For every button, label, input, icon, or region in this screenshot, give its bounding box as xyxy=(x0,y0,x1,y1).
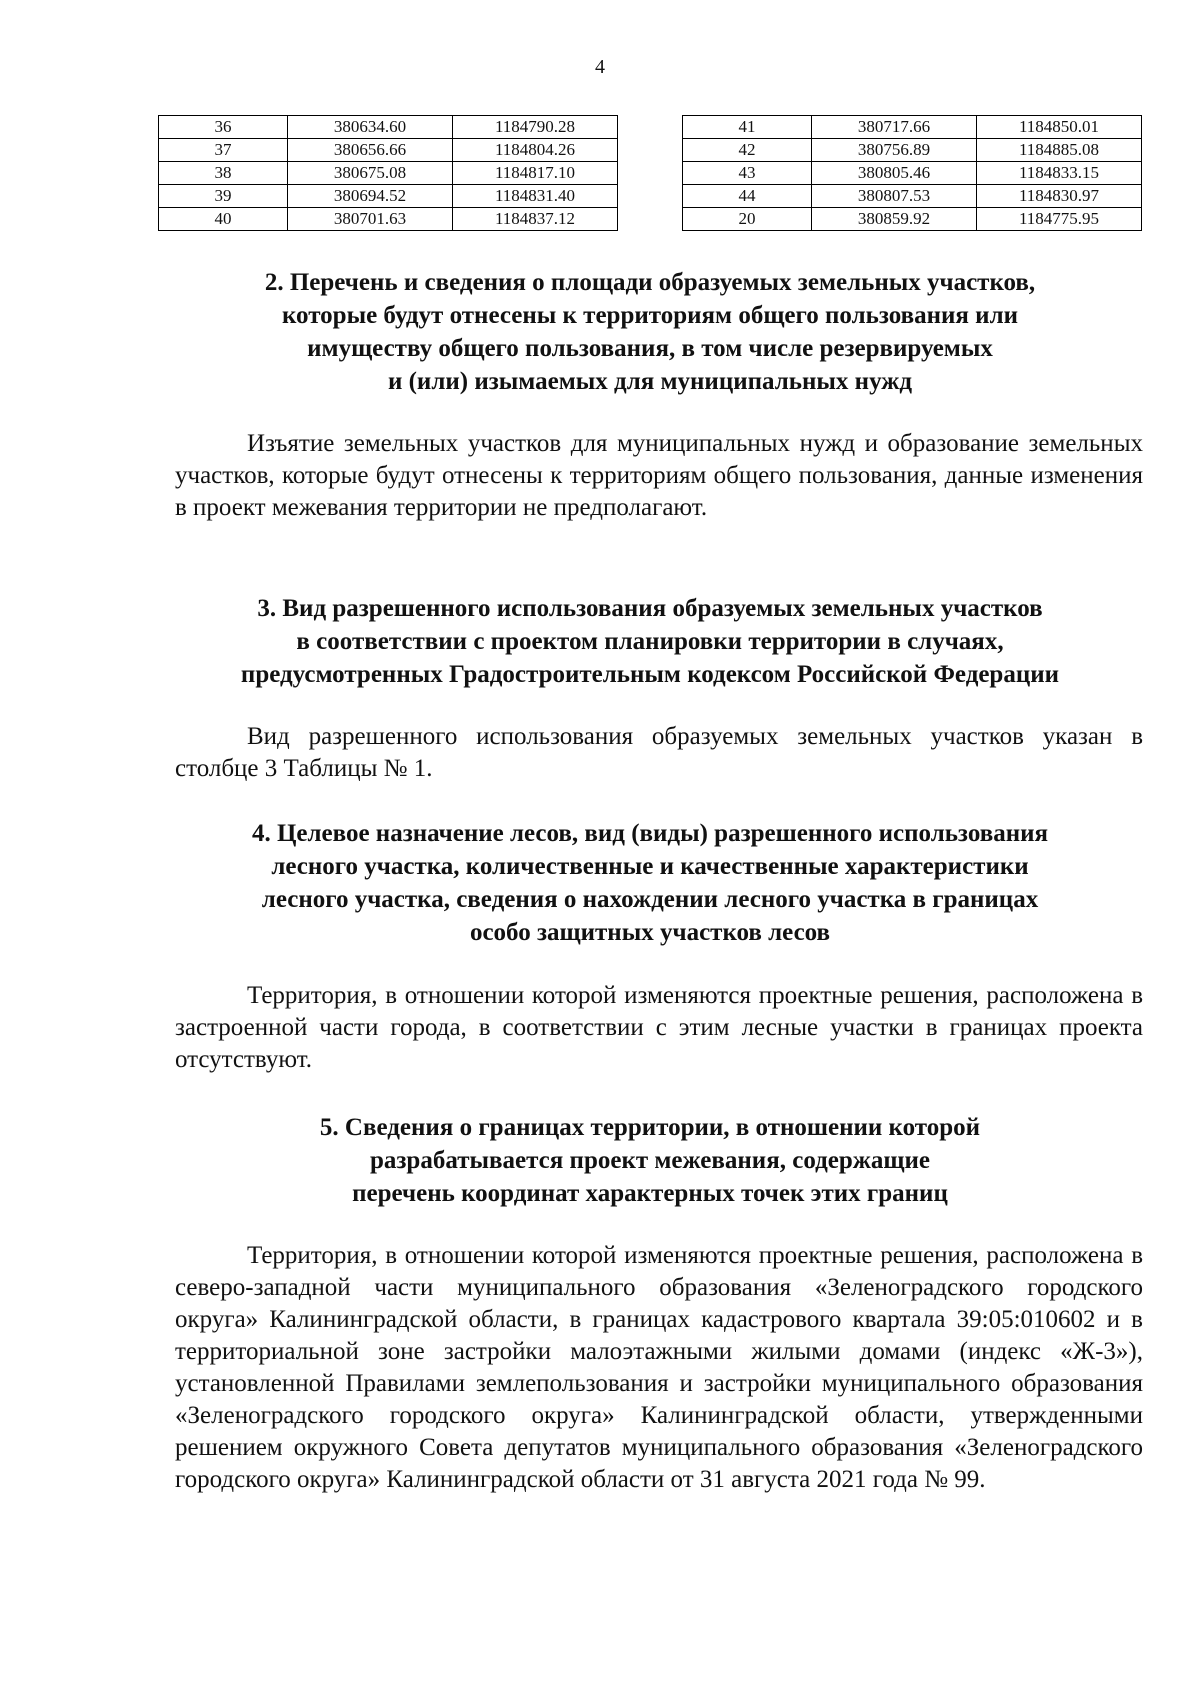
heading-line: особо защитных участков лесов xyxy=(469,919,831,946)
heading-line: которые будут отнесены к территориям общего пользования или xyxy=(281,302,1019,329)
point-number: 40 xyxy=(159,208,288,231)
point-number: 37 xyxy=(159,139,288,162)
x-coordinate: 380694.52 xyxy=(288,185,453,208)
heading-line: 4. Целевое назначение лесов, вид (виды) разрешенного использования xyxy=(251,820,1049,847)
section-2-body: Изъятие земельных участков для муниципальных нужд и образование земельных участков, которые будут отнесены к территориям общего пользования, данные изменения в проект межевания территории не предполагают. xyxy=(175,430,1143,521)
point-number: 42 xyxy=(683,139,812,162)
y-coordinate: 1184831.40 xyxy=(453,185,618,208)
table-row xyxy=(159,185,618,208)
heading-line: 5. Сведения о границах территории, в отношении которой xyxy=(319,1114,981,1141)
y-coordinate: 1184804.26 xyxy=(453,139,618,162)
heading-line: лесного участка, сведения о нахождении лесного участка в границах xyxy=(261,886,1039,913)
section-5-heading xyxy=(175,1111,1125,1210)
x-coordinate: 380675.08 xyxy=(288,162,453,185)
table-row xyxy=(683,139,1142,162)
point-number: 43 xyxy=(683,162,812,185)
heading-line: в соответствии с проектом планировки территории в случаях, xyxy=(296,628,1004,655)
point-number: 20 xyxy=(683,208,812,231)
section-2-heading xyxy=(175,266,1125,398)
y-coordinate: 1184817.10 xyxy=(453,162,618,185)
heading-line: имуществу общего пользования, в том числе резервируемых xyxy=(307,335,993,362)
coordinates-table-right xyxy=(682,115,1142,231)
heading-line: разрабатывается проект межевания, содержащие xyxy=(369,1147,930,1174)
page-number: 4 xyxy=(595,56,605,78)
y-coordinate: 1184833.15 xyxy=(977,162,1142,185)
table-row xyxy=(683,185,1142,208)
heading-line: 2. Перечень и сведения о площади образуемых земельных участков, xyxy=(264,269,1036,296)
table-row xyxy=(683,116,1142,139)
heading-line: лесного участка, количественные и качественные характеристики xyxy=(271,853,1029,880)
table-row xyxy=(159,116,618,139)
heading-line: перечень координат характерных точек этих границ xyxy=(352,1180,948,1207)
heading-line: и (или) изымаемых для муниципальных нужд xyxy=(387,368,913,395)
section-5-body: Территория, в отношении которой изменяются проектные решения, расположена в северо-западной части муниципального образования «Зеленоградского городского округа» Калининградской области, в границах кадастрового квартала 39:05:010602 и в территориальной зоне застройки малоэтажными жилыми домами (индекс «Ж-3»), установленной Правилами землепользования и застройки муниципального образования «Зеленоградского городского округа» Калининградской области, утвержденными решением окружного Совета депутатов муниципального образования «Зеленоградского городского округа» Калининградской области от 31 августа 2021 года № 99. xyxy=(175,1242,1143,1493)
section-4-heading xyxy=(175,817,1125,949)
y-coordinate: 1184837.12 xyxy=(453,208,618,231)
table-row xyxy=(159,162,618,185)
coordinates-table-left xyxy=(158,115,618,231)
y-coordinate: 1184850.01 xyxy=(977,116,1142,139)
x-coordinate: 380805.46 xyxy=(812,162,977,185)
x-coordinate: 380859.92 xyxy=(812,208,977,231)
point-number: 38 xyxy=(159,162,288,185)
section-4-body: Территория, в отношении которой изменяются проектные решения, расположена в застроенной части города, в соответствии с этим лесные участки в границах проекта отсутствуют. xyxy=(175,982,1143,1073)
x-coordinate: 380717.66 xyxy=(812,116,977,139)
x-coordinate: 380656.66 xyxy=(288,139,453,162)
point-number: 44 xyxy=(683,185,812,208)
point-number: 41 xyxy=(683,116,812,139)
x-coordinate: 380701.63 xyxy=(288,208,453,231)
table-row xyxy=(683,208,1142,231)
point-number: 36 xyxy=(159,116,288,139)
x-coordinate: 380756.89 xyxy=(812,139,977,162)
table-row xyxy=(159,208,618,231)
y-coordinate: 1184790.28 xyxy=(453,116,618,139)
heading-line: 3. Вид разрешенного использования образуемых земельных участков xyxy=(257,595,1043,622)
y-coordinate: 1184775.95 xyxy=(977,208,1142,231)
x-coordinate: 380807.53 xyxy=(812,185,977,208)
table-row xyxy=(159,139,618,162)
point-number: 39 xyxy=(159,185,288,208)
y-coordinate: 1184830.97 xyxy=(977,185,1142,208)
table-row xyxy=(683,162,1142,185)
x-coordinate: 380634.60 xyxy=(288,116,453,139)
section-3-heading xyxy=(175,592,1125,691)
heading-line: предусмотренных Градостроительным кодексом Российской Федерации xyxy=(240,661,1060,688)
y-coordinate: 1184885.08 xyxy=(977,139,1142,162)
section-3-body: Вид разрешенного использования образуемых земельных участков указан в столбце 3 Таблицы № 1. xyxy=(175,723,1143,782)
